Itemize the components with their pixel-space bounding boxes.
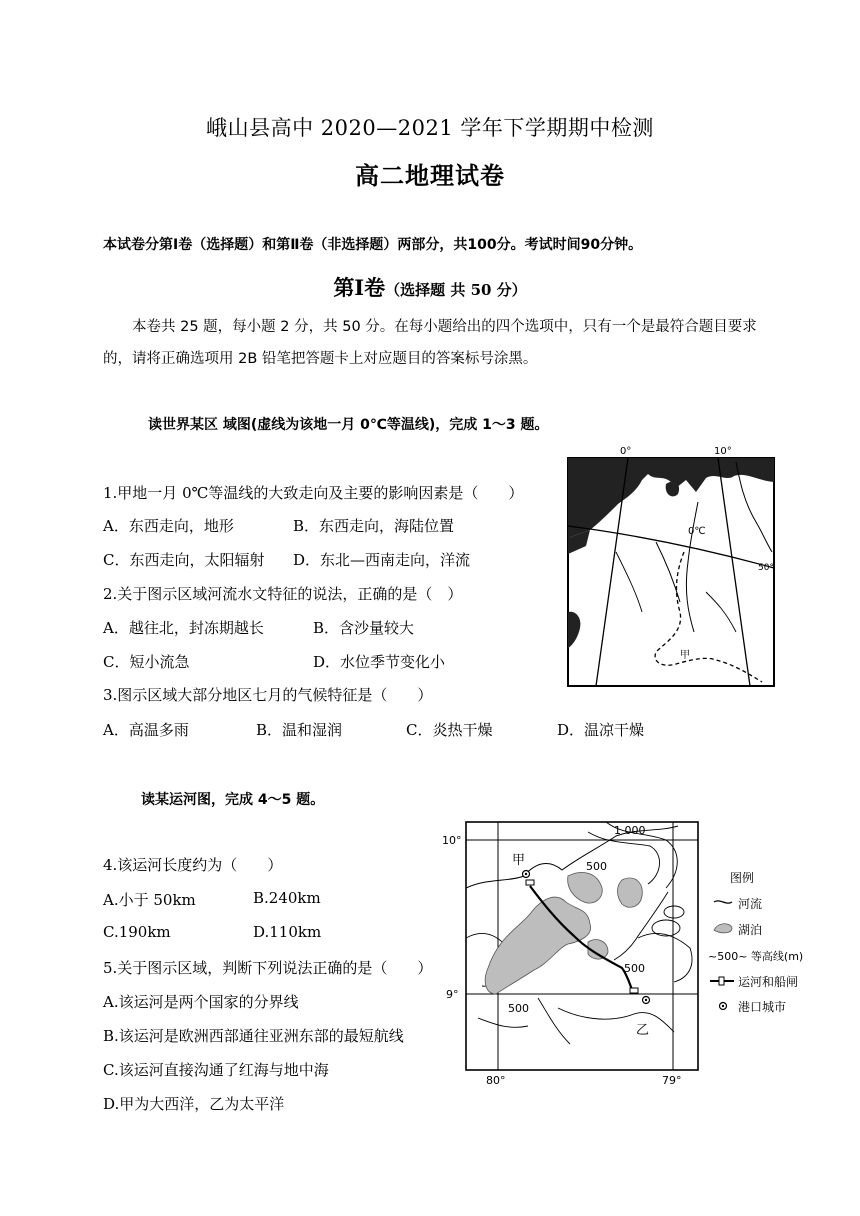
legend-lake: 湖泊 <box>738 923 763 937</box>
q5-option-d[interactable]: D.甲为大西洋，乙为太平洋 <box>103 1095 285 1113</box>
legend-canal: 运河和船闸 <box>738 975 799 989</box>
q3-stem: 3.图示区域大部分地区七月的气候特征是（ ） <box>103 686 433 704</box>
q4-stem: 4.该运河长度约为（ ） <box>103 856 283 874</box>
intro-note: 本试卷分第Ⅰ卷（选择题）和第Ⅱ卷（非选择题）两部分，共100分。考试时间90分钟。 <box>103 237 643 253</box>
legend-river-icon <box>714 901 732 903</box>
group1-lead: 读世界某区 域图(虚线为该地一月 0℃等温线)，完成 1～3 题。 <box>148 417 549 433</box>
section-heading <box>0 272 860 302</box>
q2-option-d[interactable]: D．水位季节变化小 <box>313 653 446 671</box>
legend-contour: ~500~ 等高线(m) <box>708 950 804 963</box>
map2-lon-80: 80° <box>486 1074 506 1086</box>
q5-option-c[interactable]: C.该运河直接沟通了红海与地中海 <box>103 1061 329 1079</box>
map2-lat-9: 9° <box>446 988 459 1001</box>
section-title: 第Ⅰ卷 <box>333 275 386 300</box>
q1-option-b[interactable]: B．东西走向，海陆位置 <box>293 517 455 535</box>
map1-lat-50: 50° <box>758 563 774 573</box>
map2-place-yi: 乙 <box>636 1023 650 1038</box>
legend-title: 图例 <box>730 871 755 885</box>
map2-lon-79: 79° <box>662 1074 682 1086</box>
section-subtitle: （选择题 共 50 分） <box>385 281 527 299</box>
q3-option-c[interactable]: C．炎热干燥 <box>406 721 493 739</box>
section-instructions: 本卷共 25 题，每小题 2 分，共 50 分。在每小题给出的四个选项中，只有一个是最符合题目要求的，请将正确选项用 2B 铅笔把答题卡上对应题目的答案标号涂黑。 <box>103 319 757 367</box>
map2-contour-500-top: 500 <box>586 860 607 873</box>
map2-legend <box>708 870 803 1014</box>
map2-contour-500-right: 500 <box>624 962 645 975</box>
legend-port: 港口城市 <box>738 1000 787 1014</box>
q4-option-c[interactable]: C.190km <box>103 923 171 941</box>
map1-place-jia: 甲 <box>680 650 690 661</box>
school-title: 峨山县高中 2020—2021 学年下学期期中检测 <box>206 116 654 140</box>
canal-map <box>438 818 808 1086</box>
exam-title: 高二地理试卷 <box>355 161 505 190</box>
q2-option-b[interactable]: B．含沙量较大 <box>313 619 415 637</box>
q5-stem: 5.关于图示区域，判断下列说法正确的是（ ） <box>103 959 433 977</box>
group2-lead: 读某运河图，完成 4～5 题。 <box>141 792 325 808</box>
q1-option-a[interactable]: A．东西走向，地形 <box>103 517 234 535</box>
q3-option-b[interactable]: B．温和湿润 <box>256 721 343 739</box>
q4-option-d[interactable]: D.110km <box>253 923 322 941</box>
q3-option-d[interactable]: D．温凉干燥 <box>557 721 645 739</box>
q1-stem: 1.甲地一月 0℃等温线的大致走向及主要的影响因素是（ ） <box>103 484 524 502</box>
q1-option-c[interactable]: C．东西走向，太阳辐射 <box>103 551 265 569</box>
q1-option-d[interactable]: D．东北—西南走向，洋流 <box>293 551 471 569</box>
map1-lon-10: 10° <box>714 446 732 457</box>
map2-place-jia: 甲 <box>512 853 526 868</box>
legend-river: 河流 <box>738 897 763 911</box>
q2-option-c[interactable]: C．短小流急 <box>103 653 190 671</box>
legend-lake-icon <box>714 924 732 933</box>
region-map <box>566 442 780 690</box>
map2-lat-10: 10° <box>442 834 462 847</box>
map2-contour-500-left: 500 <box>508 1002 529 1015</box>
q4-option-a[interactable]: A.小于 50km <box>103 891 196 909</box>
q5-option-b[interactable]: B.该运河是欧洲西部通往亚洲东部的最短航线 <box>103 1027 404 1045</box>
map1-isotherm-label: 0℃ <box>688 526 706 537</box>
q2-option-a[interactable]: A．越往北，封冻期越长 <box>103 619 264 637</box>
map2-contour-1000: 1 000 <box>614 824 646 837</box>
q3-option-a[interactable]: A．高温多雨 <box>103 721 189 739</box>
q2-stem: 2.关于图示区域河流水文特征的说法，正确的是（ ） <box>103 585 463 603</box>
map1-lon-0: 0° <box>620 446 632 457</box>
q5-option-a[interactable]: A.该运河是两个国家的分界线 <box>103 993 299 1011</box>
q4-option-b[interactable]: B.240km <box>253 889 321 907</box>
